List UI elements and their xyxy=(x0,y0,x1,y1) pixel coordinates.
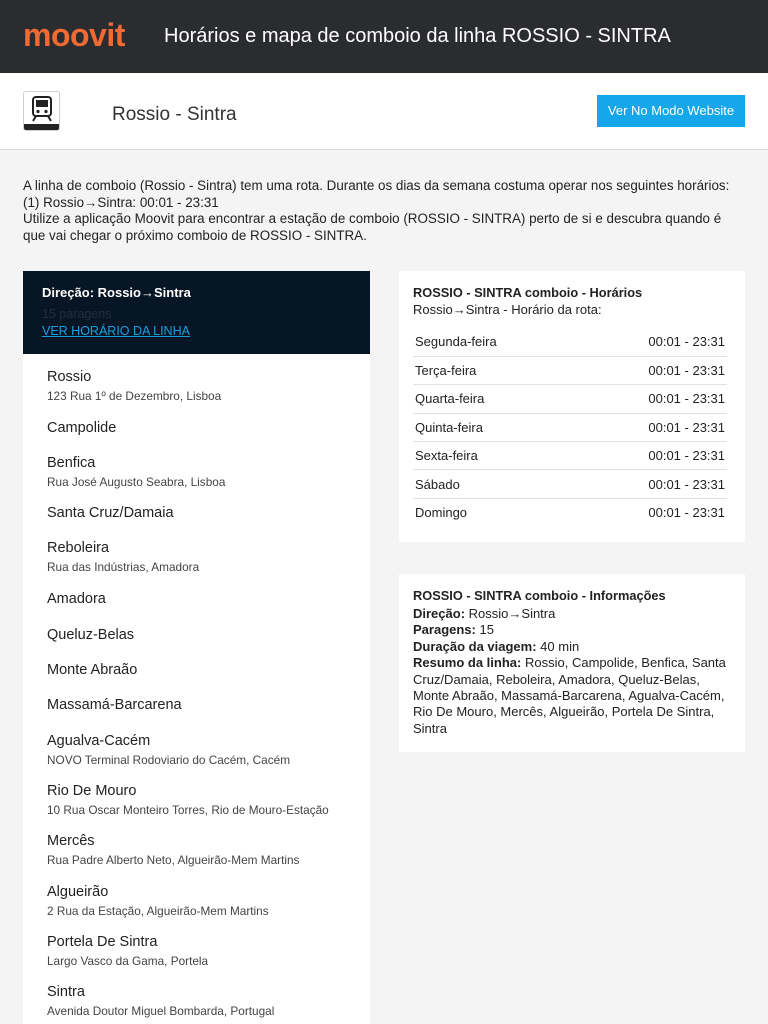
stop-address: 123 Rua 1º de Dezembro, Lisboa xyxy=(47,389,222,403)
train-icon xyxy=(23,91,60,131)
info-summary-value: Rossio, Campolide, Benfica, Santa Cruz/Damaia, Reboleira, Amadora, Queluz-Belas, Monte Abraão, Massamá-Barcarena, Agualva-Cacém, Rio De Mouro, Mercês, Algueirão, Portela De Sintra, Sintra xyxy=(413,655,726,736)
list-item-stop[interactable] xyxy=(47,733,367,767)
day-cell: Sexta-feira xyxy=(413,442,575,470)
day-cell: Sábado xyxy=(413,470,575,498)
info-summary xyxy=(413,655,733,737)
list-item-stop[interactable] xyxy=(47,984,367,1018)
stop-name: Amadora xyxy=(47,591,106,607)
time-cell: 00:01 - 23:31 xyxy=(575,385,727,413)
info-direction-value: Rossio→Sintra xyxy=(468,606,556,621)
info-card xyxy=(399,574,745,752)
day-cell: Quarta-feira xyxy=(413,385,575,413)
list-item-stop[interactable] xyxy=(47,369,367,403)
route-header xyxy=(0,73,768,150)
list-item-stop[interactable] xyxy=(47,505,367,521)
time-cell: 00:01 - 23:31 xyxy=(575,413,727,441)
stop-address: Avenida Doutor Miguel Bombarda, Portugal xyxy=(47,1004,275,1018)
stop-name: Campolide xyxy=(47,420,117,436)
page-title: Horários e mapa de comboio da linha ROSSIO - SINTRA xyxy=(164,25,671,47)
info-duration xyxy=(413,639,733,655)
time-cell: 00:01 - 23:31 xyxy=(575,442,727,470)
info-stops xyxy=(413,622,733,638)
day-cell: Segunda-feira xyxy=(413,328,575,356)
stop-name: Santa Cruz/Damaia xyxy=(47,505,174,521)
day-cell: Terça-feira xyxy=(413,356,575,384)
stop-address: Rua José Augusto Seabra, Lisboa xyxy=(47,475,226,489)
table-row xyxy=(413,356,727,384)
stop-address: NOVO Terminal Rodoviario do Cacém, Cacém xyxy=(47,753,291,767)
schedule-card xyxy=(399,271,745,542)
stop-name: Algueirão xyxy=(47,884,109,900)
schedule-table xyxy=(413,328,727,527)
info-direction-label: Direção: xyxy=(413,606,466,621)
schedule-subtitle: Rossio→Sintra - Horário da rota: xyxy=(413,302,602,317)
schedule-title: ROSSIO - SINTRA comboio - Horários xyxy=(413,285,643,300)
stop-name: Sintra xyxy=(47,984,85,1000)
stop-name: Benfica xyxy=(47,455,96,471)
list-item-stop[interactable] xyxy=(47,934,367,968)
info-direction xyxy=(413,606,733,622)
list-item-stop[interactable] xyxy=(47,540,367,574)
direction-card xyxy=(23,271,370,354)
stop-address: Rua das Indústrias, Amadora xyxy=(47,560,200,574)
direction-title: Direção: Rossio→Sintra xyxy=(42,285,191,300)
direction-stops-count: 15 paragens xyxy=(42,307,112,321)
stop-name: Rossio xyxy=(47,369,92,385)
day-cell: Domingo xyxy=(415,505,468,521)
stop-name: Massamá-Barcarena xyxy=(47,697,182,713)
intro-line-2: (1) Rossio→Sintra: 00:01 - 23:31 xyxy=(23,194,219,210)
top-bar xyxy=(0,0,768,73)
info-body xyxy=(413,606,733,737)
list-item-stop[interactable] xyxy=(47,783,367,817)
stop-address: 2 Rua da Estação, Algueirão-Mem Martins xyxy=(47,904,269,918)
info-stops-value: 15 xyxy=(479,622,494,638)
time-cell: 00:01 - 23:31 xyxy=(648,505,725,521)
info-duration-label: Duração da viagem: xyxy=(413,638,537,654)
intro-line-1: A linha de comboio (Rossio - Sintra) tem uma rota. Durante os dias da semana costuma operar nos seguintes horários: xyxy=(23,178,730,193)
route-name: Rossio - Sintra xyxy=(112,104,237,125)
stop-address: Largo Vasco da Gama, Portela xyxy=(47,954,209,968)
stop-name: Reboleira xyxy=(47,540,110,556)
stop-name: Monte Abraão xyxy=(47,662,138,678)
intro-line-3: Utilize a aplicação Moovit para encontrar a estação de comboio (ROSSIO - SINTRA) perto de si e descubra quando é que vai chegar o próximo comboio de ROSSIO - SINTRA. xyxy=(23,211,722,243)
stop-address: 10 Rua Oscar Monteiro Torres, Rio de Mouro-Estação xyxy=(47,803,329,817)
stop-name: Agualva-Cacém xyxy=(47,733,151,749)
table-row xyxy=(413,498,727,526)
stops-list xyxy=(23,354,370,1024)
list-item-stop[interactable] xyxy=(47,627,367,643)
list-item-stop[interactable] xyxy=(47,662,367,678)
moovit-logo[interactable]: moovit xyxy=(23,17,125,53)
info-title: ROSSIO - SINTRA comboio - Informações xyxy=(413,588,666,603)
list-item-stop[interactable] xyxy=(47,833,367,867)
view-line-schedule-link[interactable]: VER HORÁRIO DA LINHA xyxy=(42,324,190,338)
time-cell: 00:01 - 23:31 xyxy=(575,328,727,356)
day-cell: Quinta-feira xyxy=(413,413,575,441)
table-row xyxy=(413,470,727,498)
stop-name: Queluz-Belas xyxy=(47,627,135,643)
info-stops-label: Paragens: xyxy=(413,622,476,638)
list-item-stop[interactable] xyxy=(47,884,367,918)
view-website-button[interactable]: Ver No Modo Website xyxy=(597,95,745,127)
stop-name: Rio De Mouro xyxy=(47,783,137,799)
list-item-stop[interactable] xyxy=(47,420,367,436)
list-item-stop[interactable] xyxy=(47,697,367,713)
stop-name: Portela De Sintra xyxy=(47,934,158,950)
table-row xyxy=(413,413,727,441)
list-item-stop[interactable] xyxy=(47,455,367,489)
stop-name: Mercês xyxy=(47,833,95,849)
stop-address: Rua Padre Alberto Neto, Algueirão-Mem Martins xyxy=(47,853,300,867)
table-row xyxy=(413,385,727,413)
time-cell: 00:01 - 23:31 xyxy=(575,470,727,498)
time-cell: 00:01 - 23:31 xyxy=(575,356,727,384)
table-row xyxy=(413,442,727,470)
list-item-stop[interactable] xyxy=(47,591,367,607)
info-summary-label: Resumo da linha: xyxy=(413,655,522,671)
intro-text xyxy=(23,178,745,244)
table-row xyxy=(413,328,727,356)
info-duration-value: 40 min xyxy=(540,638,580,654)
